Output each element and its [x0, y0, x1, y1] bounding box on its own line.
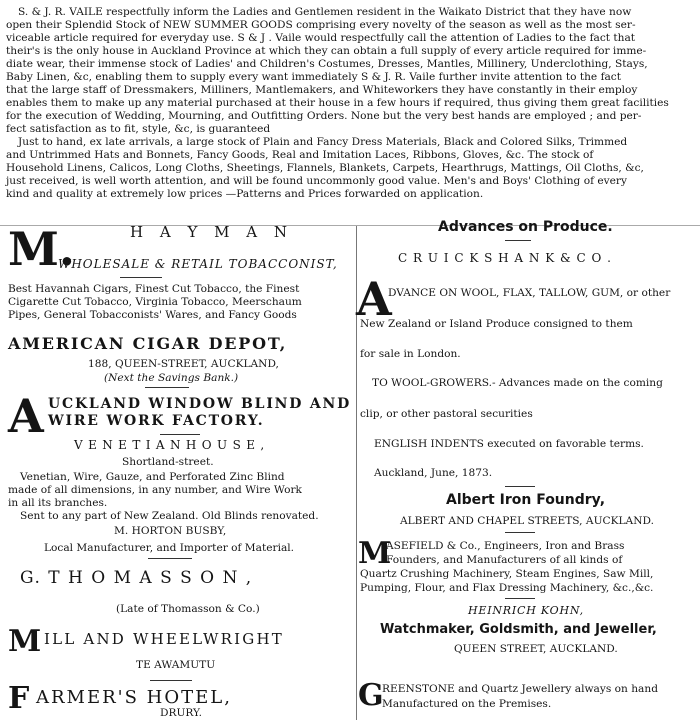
hayman-subheading: WHOLESALE & RETAIL TOBACCONIST,	[58, 257, 338, 271]
hotel-heading: ARMER'S HOTEL,	[36, 687, 232, 708]
kohn-address: QUEEN STREET, AUCKLAND.	[454, 643, 618, 655]
advances-heading: Advances on Produce.	[438, 219, 613, 235]
divider	[505, 532, 535, 533]
wool-growers-line: clip, or other pastoral securities	[360, 408, 533, 420]
divider	[505, 598, 535, 599]
advances-dropcap: A	[356, 272, 392, 326]
ad-line: viceable article required for everyday use. S & J . Vaile would respectfully call the attention of Ladies to the fact that	[6, 32, 636, 44]
masefield-body-line: Quartz Crushing Machinery, Steam Engines, Saw Mill,	[360, 568, 654, 580]
depot-note: (Next the Savings Bank.)	[104, 372, 239, 384]
mill-place: TE AWAMUTU	[136, 659, 216, 671]
ad-line: their's is the only house in Auckland Province at which they can obtain a full supply of every article required for imme-	[6, 45, 647, 57]
ad-line: Household Linens, Calicos, Long Cloths, Sheetings, Flannels, Blankets, Carpets, Hearthrugs, Mattings, Oil Cloths, &c,	[6, 162, 644, 174]
window-blind-heading: UCKLAND WINDOW BLIND AND	[48, 396, 352, 412]
depot-heading: AMERICAN CIGAR DEPOT,	[8, 334, 288, 353]
mill-heading: ILL AND WHEELWRIGHT	[44, 630, 284, 648]
window-blind-dropcap: A	[8, 389, 44, 443]
ad-line: that the large staff of Dressmakers, Milliners, Mantlemakers, and Whiteworkers they have constantly in their employ	[6, 84, 638, 96]
ad-line: Baby Linen, &c, enabling them to supply every want immediately S & J. R. Vaile further invite attention to the fact	[6, 71, 621, 83]
divider	[505, 486, 535, 487]
hayman-dropcap: M.	[8, 222, 75, 276]
advances-company: C R U I C K S H A N K & C O .	[398, 251, 612, 265]
hayman-body-line: Pipes, General Tobacconists' Wares, and Fancy Goods	[8, 309, 297, 321]
divider	[160, 434, 200, 435]
kohn-heading: Watchmaker, Goldsmith, and Jeweller,	[380, 622, 657, 637]
ad-line: enables them to make up any material purchased at their house in a few hours if required, thus giving them great facilities	[6, 97, 669, 109]
ad-line: for the execution of Wedding, Mourning, and Outfitting Orders. None but the very best hands are employed ; and per-	[6, 110, 642, 122]
ad-line: and Untrimmed Hats and Bonnets, Fancy Goods, Real and Imitation Laces, Ribbons, Gloves, &c. The stock of	[6, 149, 594, 161]
venetian-street: Shortland-street.	[122, 456, 214, 468]
ad-line: just received, is well worth attention, and will be found uncommonly good value. Men's and Boys' Clothing of every	[6, 175, 627, 187]
thomasson-subheading: (Late of Thomasson & Co.)	[116, 603, 260, 615]
masefield-body-line: ASEFIELD & Co., Engineers, Iron and Brass	[386, 540, 625, 552]
divider	[150, 680, 192, 681]
greenstone-body-line: REENSTONE and Quartz Jewellery always on hand	[382, 683, 658, 695]
ad-line: Just to hand, ex late arrivals, a large stock of Plain and Fancy Dress Materials, Black and Colored Silks, Trimmed	[18, 136, 628, 148]
divider	[145, 387, 189, 388]
hayman-heading: H A Y M A N	[130, 223, 287, 241]
venetian-body-line: M. HORTON BUSBY,	[114, 525, 227, 537]
advances-body-line: DVANCE ON WOOL, FLAX, TALLOW, GUM, or other	[388, 287, 671, 299]
divider	[148, 558, 192, 559]
hotel-dropcap: F	[8, 681, 30, 716]
depot-address: 188, QUEEN-STREET, AUCKLAND,	[88, 358, 279, 370]
indents-line: ENGLISH INDENTS executed on favorable terms.	[374, 438, 644, 450]
divider	[505, 240, 531, 241]
masefield-body-line: Founders, and Manufacturers of all kinds of	[386, 554, 623, 566]
masefield-body-line: Pumping, Flour, and Flax Dressing Machinery, &c.,&c.	[360, 582, 654, 594]
wool-growers-line: TO WOOL-GROWERS.- Advances made on the coming	[372, 377, 663, 389]
advances-date: Auckland, June, 1873.	[374, 467, 493, 479]
venetian-heading: V E N E T I A N H O U S E ,	[74, 438, 265, 452]
foundry-address: ALBERT AND CHAPEL STREETS, AUCKLAND.	[400, 515, 654, 527]
window-blind-subheading: WIRE WORK FACTORY.	[48, 413, 265, 429]
hayman-body-line: Cigarette Cut Tobacco, Virginia Tobacco, Meerschaum	[8, 296, 302, 308]
foundry-heading: Albert Iron Foundry,	[446, 492, 606, 508]
greenstone-dropcap: G	[358, 678, 384, 713]
mill-dropcap: M	[8, 624, 42, 659]
ad-line: diate wear, their immense stock of Ladies' and Children's Costumes, Dresses, Mantles, Millinery, Underclothing, Stays,	[6, 58, 648, 70]
ad-line: open their Splendid Stock of NEW SUMMER GOODS comprising every novelty of the season as well as the most ser-	[6, 19, 636, 31]
ad-line: fect satisfaction as to fit, style, &c, is guaranteed	[6, 123, 271, 135]
venetian-body-line: Venetian, Wire, Gauze, and Perforated Zinc Blind	[20, 471, 285, 483]
venetian-body-line: Local Manufacturer, and Importer of Material.	[44, 542, 295, 554]
masefield-dropcap: M	[358, 536, 392, 571]
thomasson-heading: G. T H O M A S S O N ,	[20, 568, 253, 588]
advances-body-line: New Zealand or Island Produce consigned to them	[360, 318, 633, 330]
divider	[120, 277, 162, 278]
venetian-body-line: made of all dimensions, in any number, and Wire Work	[8, 484, 302, 496]
greenstone-body-line: Manufactured on the Premises.	[382, 698, 552, 710]
advances-body-line: for sale in London.	[360, 348, 461, 360]
hayman-body-line: Best Havannah Cigars, Finest Cut Tobacco, the Finest	[8, 283, 300, 295]
ad-line: kind and quality at extremely low prices —Patterns and Prices forwarded on application.	[6, 188, 484, 200]
kohn-name: HEINRICH KOHN,	[468, 604, 584, 617]
hotel-place: DRURY.	[160, 707, 203, 719]
venetian-body-line: in all its branches.	[8, 497, 108, 509]
venetian-body-line: Sent to any part of New Zealand. Old Blinds renovated.	[20, 510, 319, 522]
ad-line: S. & J. R. VAILE respectfully inform the Ladies and Gentlemen resident in the Waikato District that they have now	[18, 6, 632, 18]
